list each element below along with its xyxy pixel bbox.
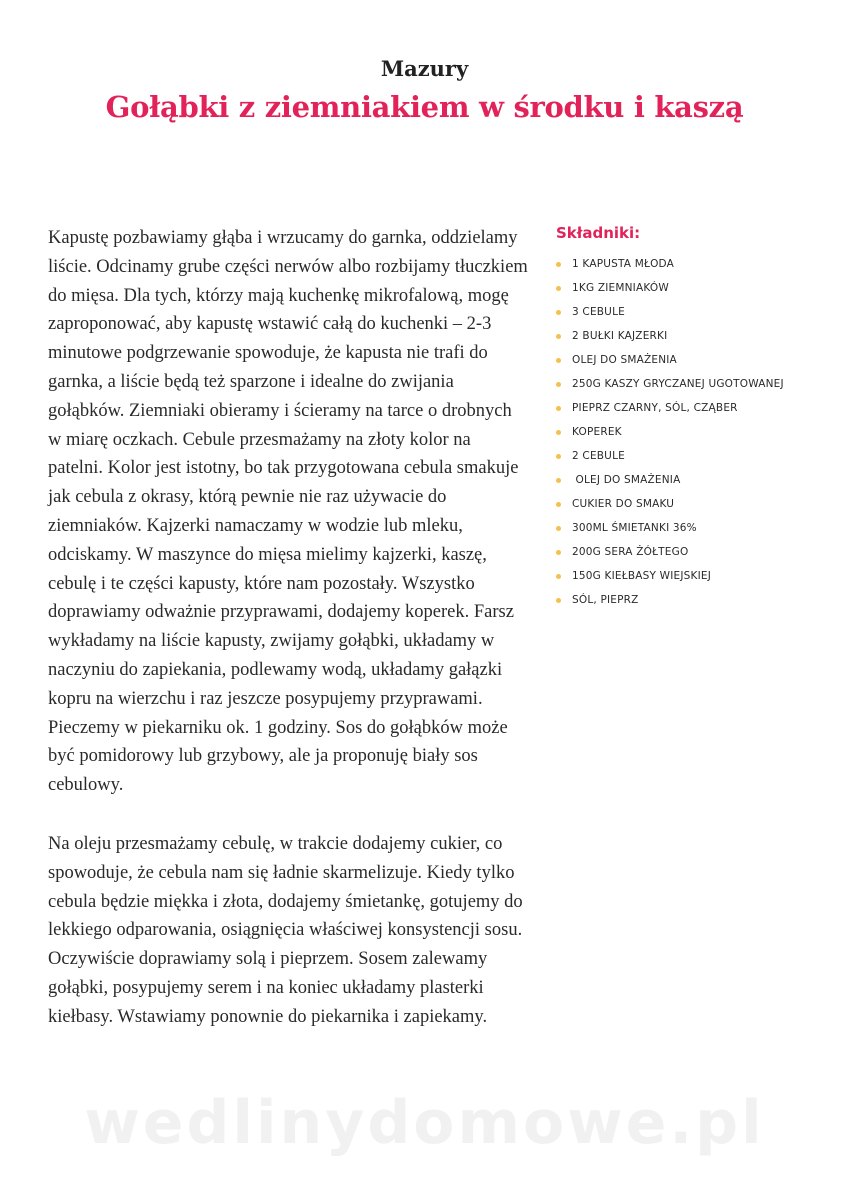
bullet-dot-icon	[556, 406, 561, 411]
ingredient-label: CUKIER DO SMAKU	[572, 498, 675, 510]
ingredient-label: 1 KAPUSTA MŁODA	[572, 258, 675, 270]
ingredient-label: 2 CEBULE	[572, 450, 625, 462]
bullet-dot-icon	[556, 310, 561, 315]
bullet-dot-icon	[556, 334, 561, 339]
bullet-dot-icon	[556, 574, 561, 579]
ingredient-label: PIEPRZ CZARNY, SÓL, CZĄBER	[572, 402, 738, 414]
ingredient-label: 3 CEBULE	[572, 306, 625, 318]
ingredient-item	[556, 492, 836, 516]
ingredient-item	[556, 300, 836, 324]
ingredient-label: 150G KIEŁBASY WIEJSKIEJ	[572, 570, 712, 582]
bullet-dot-icon	[556, 454, 561, 459]
ingredient-item	[556, 516, 836, 540]
ingredient-label: 250G KASZY GRYCZANEJ UGOTOWANEJ	[572, 378, 784, 390]
ingredient-item	[556, 276, 836, 300]
instructions-column	[48, 224, 528, 1032]
recipe-title: Gołąbki z ziemniakiem w środku i kaszą	[105, 90, 744, 124]
ingredients-list	[556, 252, 836, 612]
ingredient-item	[556, 444, 836, 468]
ingredients-heading: Składniki:	[556, 224, 641, 242]
ingredient-label: SÓL, PIEPRZ	[572, 594, 639, 606]
instructions-paragraph-2: Na oleju przesmażamy cebulę, w trakcie dodajemy cukier, co spowoduje, że cebula nam się ładnie skarmelizuje. Kiedy tylko cebula będzie miękka i złota, dodajemy śmietankę, gotujemy do lekkiego odparowania, osiągnięcia właściwej konsystencji sosu. Oczywiście doprawiamy solą i pieprzem. Sosem zalewamy gołąbki, posypujemy serem i na koniec układamy plasterki kiełbasy. Wstawiamy ponownie do piekarnika i zapiekamy.	[48, 833, 523, 1027]
region-label: Mazury	[380, 56, 469, 81]
ingredient-label: 2 BUŁKI KAJZERKI	[572, 330, 668, 342]
ingredient-item	[556, 372, 836, 396]
instructions-paragraph-1: Kapustę pozbawiamy głąba i wrzucamy do garnka, oddzielamy liście. Odcinamy grube części nerwów albo rozbijamy tłuczkiem do mięsa. Dla tych, którzy mają kuchenkę mikrofalową, mogę zaproponować, aby kapustę wstawić całą do kuchenki – 2-3 minutowe podgrzewanie spowoduje, że kapusta nie trafi do garnka, a liście będą też sparzone i idealne do zwijania gołąbków. Ziemniaki obieramy i ścieramy na tarce o drobnych w miarę oczkach. Cebule przesmażamy na złoty kolor na patelni. Kolor jest istotny, bo tak przygotowana cebula smakuje jak cebula z okrasy, którą pewnie nie raz używacie do ziemniaków. Kajzerki namaczamy w wodzie lub mleku, odciskamy. W maszynce do mięsa mielimy kajzerki, kaszę, cebulę i te części kapusty, które nam pozostały. Wszystko doprawiamy odważnie przyprawami, dodajemy koperek. Farsz wykładamy na liście kapusty, zwijamy gołąbki, układamy w naczyniu do zapiekania, podlewamy wodą, układamy gałązki kopru na wierzchu i raz jeszcze posypujemy przyprawami. Pieczemy w piekarniku ok. 1 godziny. Sos do gołąbków może być pomidorowy lub grzybowy, ale ja proponuję biały sos cebulowy.	[48, 228, 528, 796]
ingredient-item	[556, 396, 836, 420]
ingredient-item	[556, 324, 836, 348]
ingredient-label: OLEJ DO SMAŻENIA	[572, 354, 677, 366]
bullet-dot-icon	[556, 286, 561, 291]
bullet-dot-icon	[556, 382, 561, 387]
ingredients-panel	[556, 224, 836, 612]
ingredient-label: OLEJ DO SMAŻENIA	[572, 474, 681, 486]
ingredient-label: 1KG ZIEMNIAKÓW	[572, 282, 669, 294]
ingredient-item	[556, 348, 836, 372]
ingredient-label: 300ML ŚMIETANKI 36%	[572, 522, 697, 534]
bullet-dot-icon	[556, 358, 561, 363]
bullet-dot-icon	[556, 478, 561, 483]
bullet-dot-icon	[556, 502, 561, 507]
ingredient-item	[556, 564, 836, 588]
bullet-dot-icon	[556, 598, 561, 603]
bullet-dot-icon	[556, 550, 561, 555]
ingredient-item	[556, 468, 836, 492]
ingredient-item	[556, 588, 836, 612]
bullet-dot-icon	[556, 430, 561, 435]
ingredient-item	[556, 252, 836, 276]
bullet-dot-icon	[556, 262, 561, 267]
bullet-dot-icon	[556, 526, 561, 531]
watermark: wedlinydomowe.pl	[84, 1088, 765, 1158]
ingredient-item	[556, 420, 836, 444]
ingredient-item	[556, 540, 836, 564]
ingredient-label: 200G SERA ŻÓŁTEGO	[572, 546, 689, 558]
ingredient-label: KOPEREK	[572, 426, 622, 438]
